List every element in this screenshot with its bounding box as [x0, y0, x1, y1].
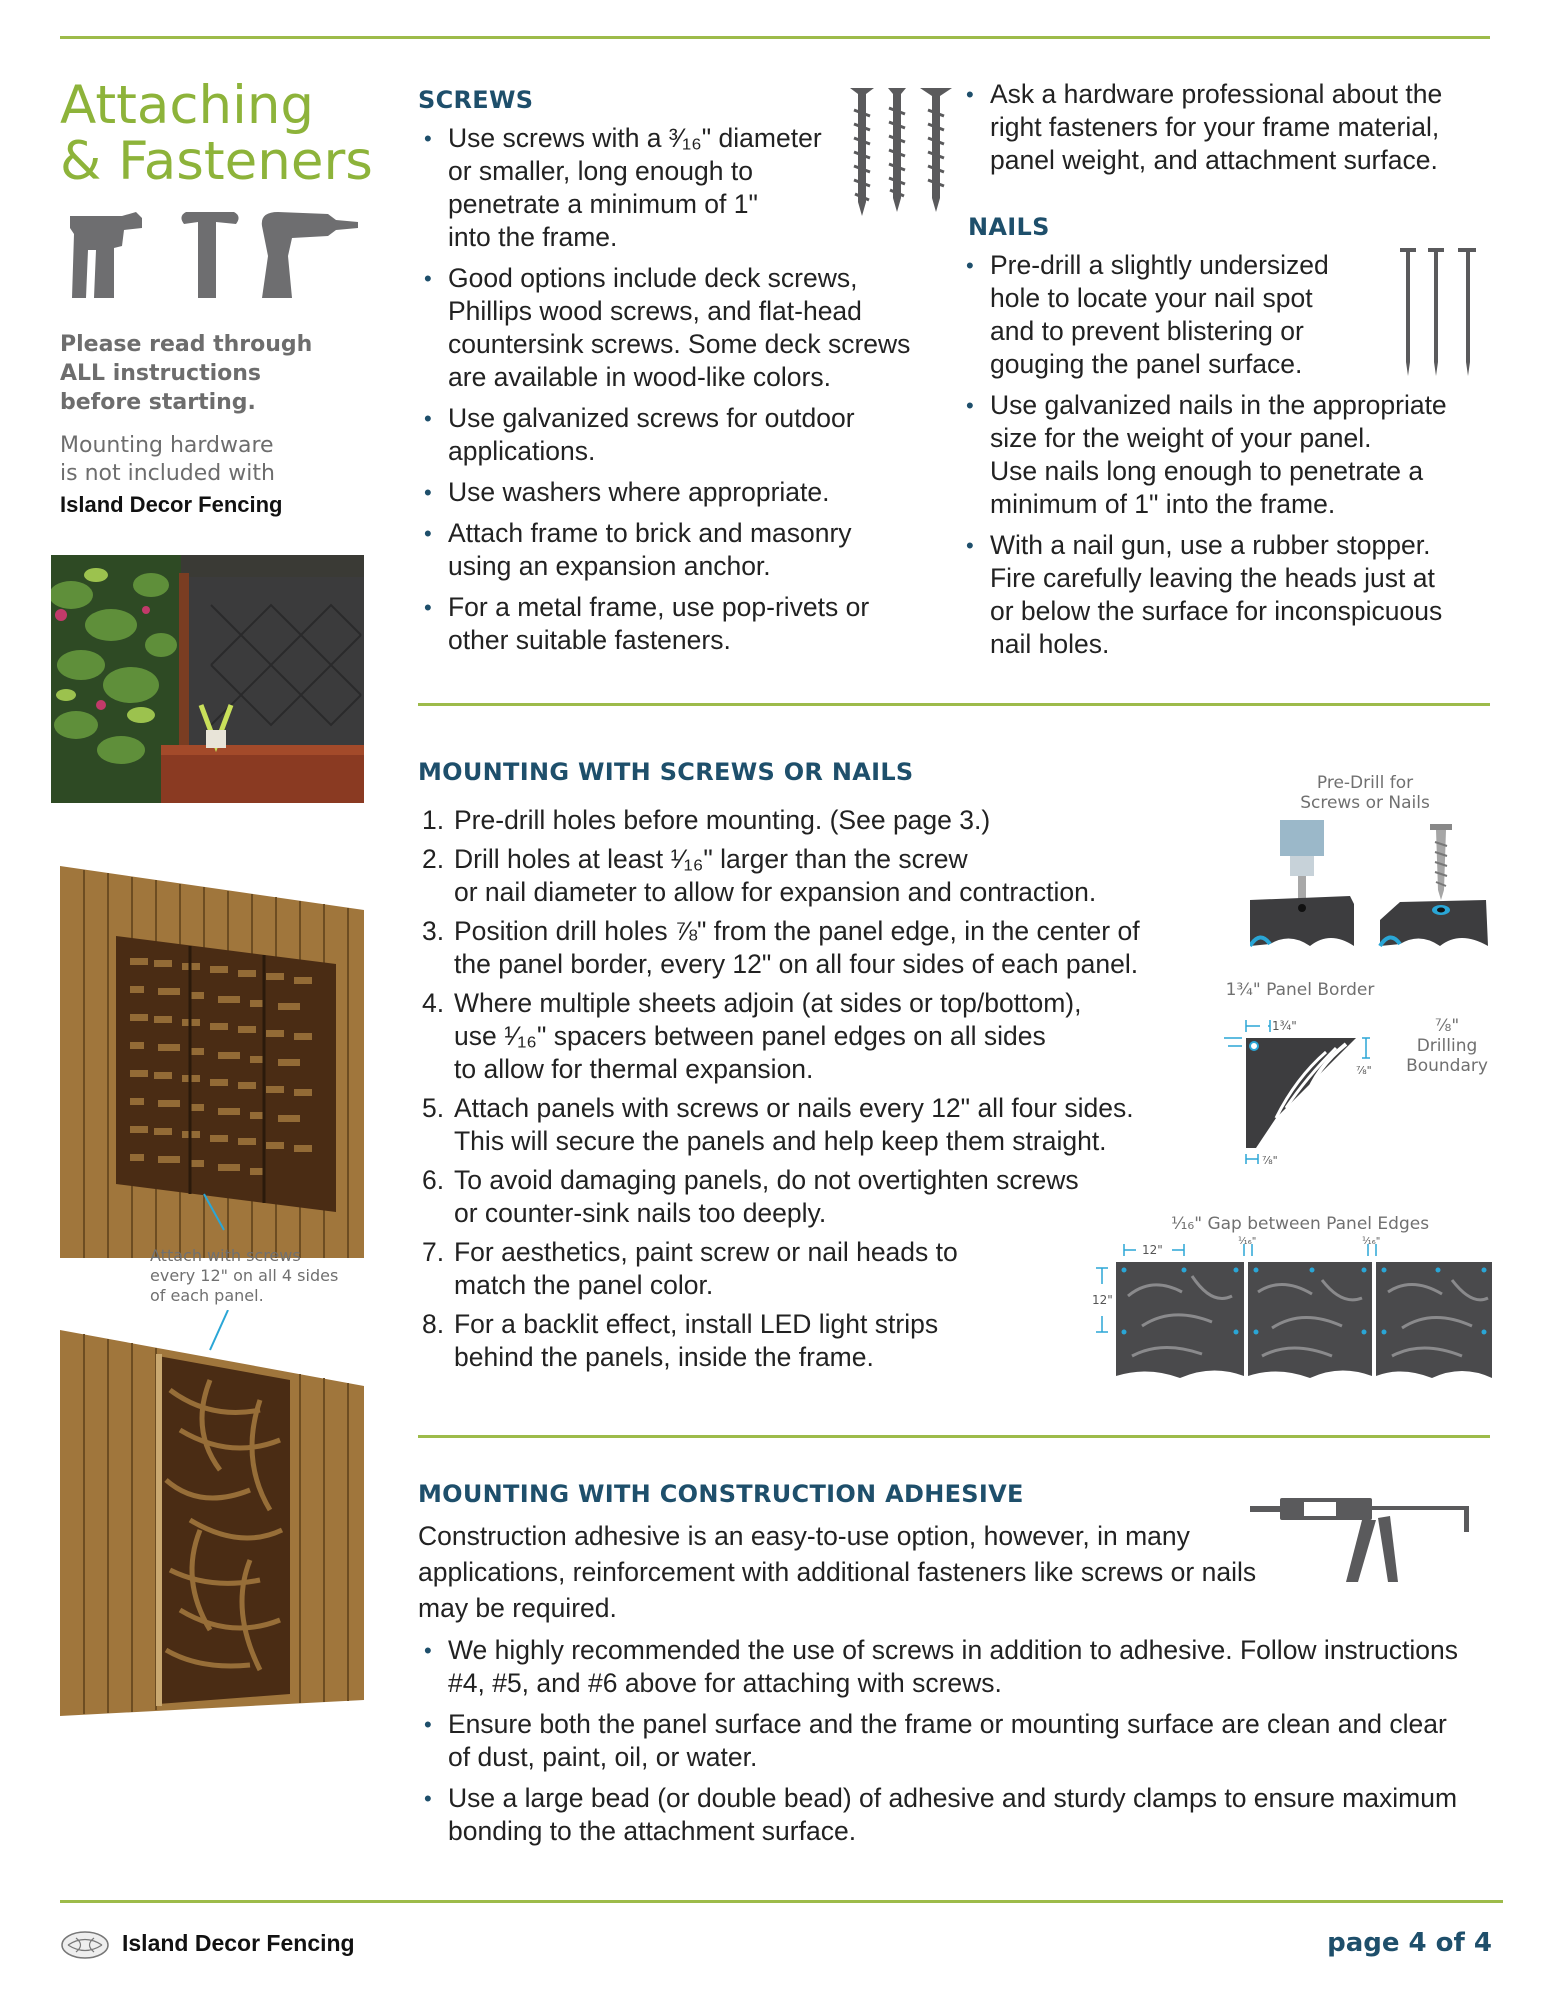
line: are available in wood-like colors. [448, 362, 831, 392]
list-item [422, 1164, 1178, 1230]
note-bold-line: before starting. [60, 390, 256, 415]
dim-gap-b: ¹⁄₁₆" [1362, 1236, 1381, 1247]
step-number: 2. [422, 844, 445, 874]
panel-border-diagram [1216, 1008, 1376, 1168]
mounting-steps [418, 804, 1178, 1374]
dim-drill-horizontal: ⅞" [1262, 1154, 1278, 1167]
line: match the panel color. [454, 1270, 714, 1300]
line: Where multiple sheets adjoin (at sides or top/bottom), [454, 988, 1082, 1018]
line: behind the panels, inside the frame. [454, 1342, 874, 1372]
nail-1 [1400, 248, 1416, 376]
section-rule-1 [418, 703, 1490, 706]
caption-line: ⅞" [1434, 1016, 1460, 1036]
predrill-caption [1240, 773, 1490, 813]
line: other suitable fasteners. [448, 625, 731, 655]
dim-border: 1¾" [1272, 1019, 1297, 1033]
line: Construction adhesive is an easy-to-use option, however, in many [418, 1521, 1190, 1551]
line: For aesthetics, paint screw or nail heads to [454, 1237, 958, 1267]
line: Ask a hardware professional about the [990, 79, 1443, 109]
line: panel weight, and attachment surface. [990, 145, 1438, 175]
page-number: page 4 of 4 [1327, 1928, 1492, 1958]
line: Position drill holes ⅞" from the panel edge, in the center of [454, 916, 1140, 946]
list-item [422, 987, 1178, 1086]
screws-icon [848, 86, 954, 218]
note-line: is not included with [60, 461, 275, 486]
list-item [418, 517, 938, 583]
line: size for the weight of your panel. [990, 423, 1372, 453]
line: Drill holes at least ¹⁄₁₆" larger than the screw [454, 844, 968, 874]
line: Use screws with a ³⁄₁₆" diameter [448, 123, 822, 153]
line: or smaller, long enough to [448, 156, 753, 186]
step-number: 8. [422, 1309, 445, 1339]
list-item [418, 262, 938, 394]
line: or below the surface for inconspicuous [990, 596, 1443, 626]
list-item [422, 1236, 1178, 1302]
list-item [418, 591, 938, 657]
step-number: 5. [422, 1093, 445, 1123]
list-item [422, 843, 1178, 909]
line: use ¹⁄₁₆" spacers between panel edges on all sides [454, 1021, 1046, 1051]
dim-12-horizontal: 12" [1142, 1243, 1163, 1257]
line: For a backlit effect, install LED light strips [454, 1309, 939, 1339]
line: bonding to the attachment surface. [448, 1816, 857, 1846]
screw-1 [850, 88, 874, 216]
panel-wall-illustration-1 [60, 866, 364, 1258]
note-line: Mounting hardware [60, 433, 274, 458]
note-bold-line: ALL instructions [60, 361, 262, 386]
sidebar [60, 75, 380, 192]
line: may be required. [418, 1593, 617, 1623]
line: We highly recommended the use of screws in addition to adhesive. Follow instructions [448, 1635, 1458, 1665]
note-bold-line: Please read through [60, 332, 313, 357]
line: penetrate a minimum of 1" [448, 189, 758, 219]
list-item [422, 915, 1178, 981]
list-item [422, 804, 1178, 837]
line: hole to locate your nail spot [990, 283, 1313, 313]
dim-drill-vertical: ⅞" [1356, 1064, 1372, 1077]
nail-gun-icon [70, 212, 142, 298]
footer-rule [60, 1900, 1503, 1903]
line: or nail diameter to allow for expansion and contraction. [454, 877, 1097, 907]
line: Ensure both the panel surface and the frame or mounting surface are clean and clear [448, 1709, 1447, 1739]
dim-12-vertical: 12" [1092, 1293, 1113, 1307]
list-item [418, 1634, 1498, 1700]
drilling-boundary-caption [1392, 1016, 1502, 1076]
nail-3 [1458, 248, 1476, 376]
step-number: 1. [422, 805, 445, 835]
panel-wall-illustration-2 [60, 1310, 364, 1716]
line: This will secure the panels and help keep them straight. [454, 1126, 1107, 1156]
line: the panel border, every 12" on all four sides of each panel. [454, 949, 1139, 979]
line: Attach panels with screws or nails every 12" all four sides. [454, 1093, 1134, 1123]
screws-heading: SCREWS [418, 86, 534, 114]
line: Use galvanized nails in the appropriate [990, 390, 1447, 420]
list-item [418, 1782, 1498, 1848]
nail-2 [1428, 248, 1444, 376]
line: applications. [448, 436, 596, 466]
list-item [422, 1308, 1178, 1374]
hardware-advice [960, 78, 1490, 185]
list-item [418, 1708, 1498, 1774]
tools-icon [66, 206, 362, 302]
screw-3 [920, 88, 952, 212]
nails-heading: NAILS [968, 213, 1050, 241]
line: For a metal frame, use pop-rivets or [448, 592, 870, 622]
line: Fire carefully leaving the heads just at [990, 563, 1435, 593]
line: With a nail gun, use a rubber stopper. [990, 530, 1431, 560]
adhesive-list [418, 1634, 1498, 1848]
list-item [418, 402, 938, 468]
line: nail holes. [990, 629, 1110, 659]
border-caption: 1¾" Panel Border [1225, 980, 1375, 1000]
footer-brand: Island Decor Fencing [122, 1930, 355, 1956]
drill-icon [262, 212, 358, 298]
list-item [960, 529, 1498, 661]
read-instructions-note [60, 330, 380, 417]
caption-line: Drilling [1416, 1036, 1478, 1056]
list-item [418, 476, 938, 509]
adhesive-heading: MOUNTING WITH CONSTRUCTION ADHESIVE [418, 1480, 1024, 1508]
hammer-icon [181, 212, 238, 298]
top-rule [60, 36, 1490, 39]
attach-caption [150, 1246, 370, 1306]
nails-icon [1398, 246, 1478, 378]
line: minimum of 1" into the frame. [990, 489, 1336, 519]
line: right fasteners for your frame material, [990, 112, 1440, 142]
step-number: 6. [422, 1165, 445, 1195]
line: Use a large bead (or double bead) of adhesive and sturdy clamps to ensure maximum [448, 1783, 1458, 1813]
caulk-gun-icon [1250, 1490, 1474, 1584]
title-line-2: & Fasteners [60, 131, 373, 192]
list-item [960, 78, 1490, 177]
step-number: 7. [422, 1237, 445, 1267]
line: Phillips wood screws, and flat-head [448, 296, 862, 326]
line: #4, #5, and #6 above for attaching with screws. [448, 1668, 1002, 1698]
mounting-section [418, 758, 1178, 1380]
mounting-heading: MOUNTING WITH SCREWS OR NAILS [418, 758, 914, 786]
line: using an expansion anchor. [448, 551, 771, 581]
line: to allow for thermal expansion. [454, 1054, 814, 1084]
line: To avoid damaging panels, do not overtighten screws [454, 1165, 1079, 1195]
dim-gap-a: ¹⁄₁₆" [1238, 1236, 1257, 1247]
line: gouging the panel surface. [990, 349, 1303, 379]
sidebar-brand: Island Decor Fencing [60, 492, 283, 517]
step-number: 4. [422, 988, 445, 1018]
line: Pre-drill a slightly undersized [990, 250, 1329, 280]
caption-line: of each panel. [150, 1286, 264, 1305]
panel-gap-diagram [1092, 1236, 1492, 1386]
line: or counter-sink nails too deeply. [454, 1198, 827, 1228]
line: countersink screws. Some deck screws [448, 329, 911, 359]
caption-line: every 12" on all 4 sides [150, 1266, 339, 1285]
line: Use nails long enough to penetrate a [990, 456, 1424, 486]
line: Good options include deck screws, [448, 263, 858, 293]
screw-2 [888, 88, 906, 212]
line: into the frame. [448, 222, 618, 252]
caption-line: Boundary [1406, 1056, 1488, 1076]
gap-caption: ¹⁄₁₆" Gap between Panel Edges [1170, 1214, 1430, 1234]
line: Use washers where appropriate. [448, 477, 830, 507]
hardware-note [60, 432, 380, 518]
caption-line: Screws or Nails [1300, 793, 1430, 813]
caption-line: Pre-Drill for [1316, 773, 1414, 793]
page-title [60, 75, 380, 192]
advice-list [960, 78, 1490, 177]
line: Use galvanized screws for outdoor [448, 403, 855, 433]
list-item [960, 389, 1498, 521]
line: Attach frame to brick and masonry [448, 518, 852, 548]
section-rule-2 [418, 1435, 1490, 1438]
line: and to prevent blistering or [990, 316, 1304, 346]
installation-photo [51, 555, 364, 803]
predrill-diagram [1250, 820, 1490, 952]
step-number: 3. [422, 916, 445, 946]
line: Pre-drill holes before mounting. (See page 3.) [454, 805, 991, 835]
list-item [422, 1092, 1178, 1158]
caption-line: Attach with screws [150, 1246, 301, 1265]
title-line-1: Attaching [60, 75, 315, 136]
brand-logo-icon [60, 1930, 110, 1960]
line: applications, reinforcement with additional fasteners like screws or nails [418, 1557, 1257, 1587]
line: of dust, paint, oil, or water. [448, 1742, 758, 1772]
